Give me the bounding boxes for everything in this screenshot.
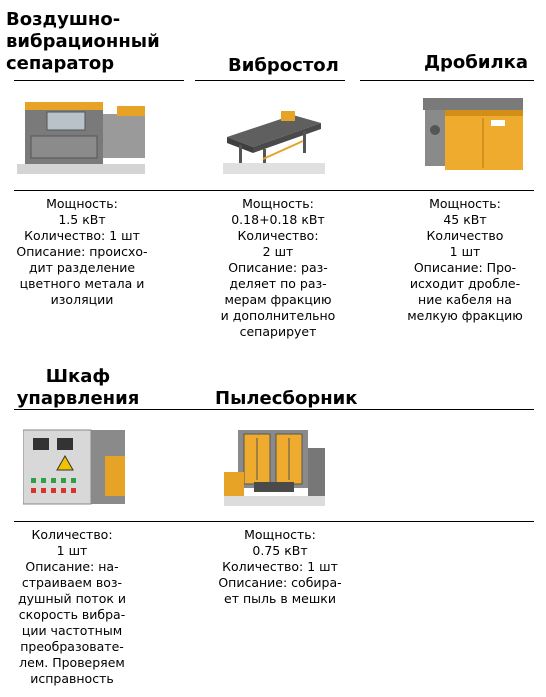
divider bbox=[14, 190, 534, 191]
item-title-vibration-table: Вибростол bbox=[228, 55, 339, 76]
item-description-dust-collector: Мощность: 0.75 кВт Количество: 1 шт Описание: собира- ет пыль в мешки bbox=[218, 527, 342, 606]
item-description-crusher: Мощность: 45 кВт Количество 1 шт Описание: Про- исходит дробле- ние кабеля на мелкую фракцию bbox=[407, 196, 523, 323]
air-vibration-separator-photo bbox=[17, 96, 145, 174]
dust-collector-photo bbox=[224, 428, 325, 506]
divider bbox=[14, 521, 534, 522]
control-cabinet-photo bbox=[23, 428, 125, 506]
divider bbox=[14, 80, 184, 81]
item-title-dust-collector: Пылесборник bbox=[215, 388, 358, 409]
item-description-vibration-table: Мощность: 0.18+0.18 кВт Количество: 2 шт Описание: раз- деляет по раз- мерам фракцию и дополнительно сепарирует bbox=[220, 196, 336, 339]
vibration-table-photo bbox=[223, 97, 325, 174]
item-title-crusher: Дробилка bbox=[424, 52, 529, 73]
item-title-control-cabinet: Шкаф упарвления bbox=[16, 366, 140, 409]
item-description-control-cabinet: Количество: 1 шт Описание: на- страиваем воз- душный поток и скорость вибра- ции частотным преобразовате- лем. Проверяем исправность bbox=[17, 527, 126, 686]
divider bbox=[360, 80, 534, 81]
item-title-separator: Воздушно- вибрационный сепаратор bbox=[6, 9, 160, 74]
divider bbox=[195, 80, 345, 81]
item-description-separator: Мощность: 1.5 кВт Количество: 1 шт Описание: происхо- дит разделение цветного метала и изоляции bbox=[16, 196, 148, 307]
crusher-photo bbox=[423, 96, 523, 174]
